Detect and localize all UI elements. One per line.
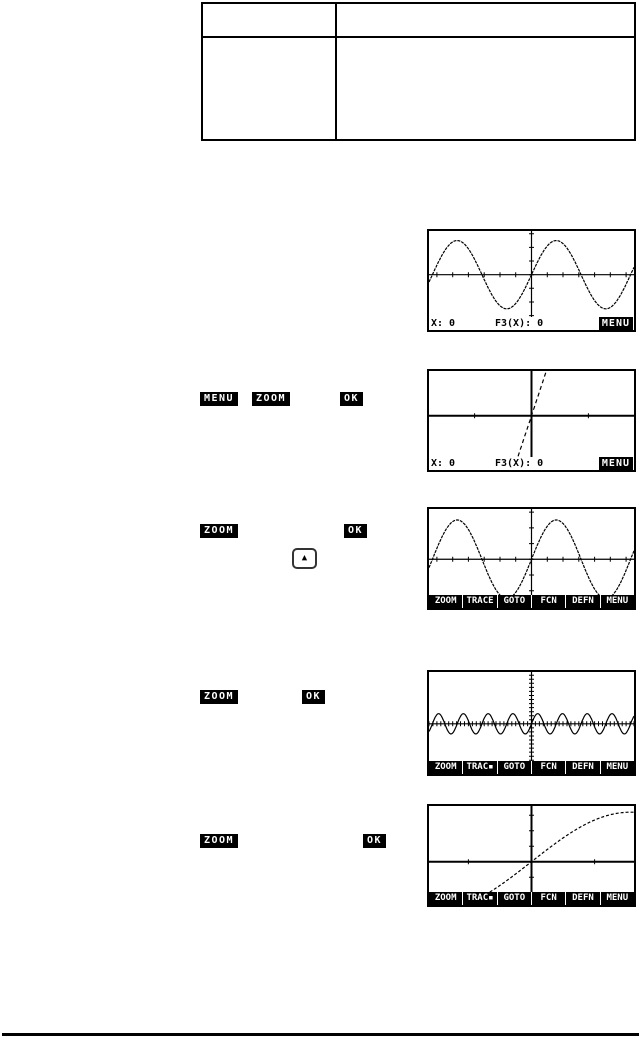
table-cell [337, 38, 634, 139]
sine-plot [429, 231, 634, 317]
trace-fx-value: F3(X): 0 [495, 318, 544, 329]
softkey-fcn[interactable]: FCN [532, 892, 565, 905]
softkey-defn[interactable]: DEFN [566, 892, 599, 905]
key-zoom[interactable]: ZOOM [200, 524, 238, 538]
softkey-fcn[interactable]: FCN [532, 761, 565, 774]
softkey-zoom[interactable]: ZOOM [429, 761, 462, 774]
softkey-trace[interactable]: TRACE [463, 595, 496, 608]
trace-status-bar [429, 457, 634, 470]
calc-screen-sine-menu [427, 507, 636, 610]
softkey-menu-bar [429, 595, 634, 608]
key-ok[interactable]: OK [302, 690, 325, 704]
calc-screen-zoom-out [427, 670, 636, 776]
softkey-goto[interactable]: GOTO [498, 892, 531, 905]
softkey-menu[interactable]: MENU [601, 761, 634, 774]
key-menu[interactable]: MENU [200, 392, 238, 406]
up-arrow-icon: ▲ [301, 553, 308, 563]
trace-status-bar [429, 317, 634, 330]
softkey-goto[interactable]: GOTO [498, 761, 531, 774]
softkey-zoom[interactable]: ZOOM [429, 892, 462, 905]
key-ok[interactable]: OK [363, 834, 386, 848]
softkey-menu[interactable]: MENU [601, 892, 634, 905]
menu-softkey[interactable]: MENU [599, 317, 633, 330]
up-arrow-key[interactable] [292, 548, 317, 569]
softkey-menu-bar [429, 761, 634, 774]
table-cell [203, 38, 337, 139]
zoomed-plot [429, 371, 634, 457]
table-cell [203, 4, 337, 38]
softkey-defn[interactable]: DEFN [566, 595, 599, 608]
footer-rule [2, 1033, 639, 1036]
calc-screen-zoom-in [427, 369, 636, 472]
menu-softkey[interactable]: MENU [599, 457, 633, 470]
reference-table [201, 2, 636, 141]
softkey-menu-bar [429, 892, 634, 905]
trace-fx-value: F3(X): 0 [495, 458, 544, 469]
calc-screen-sine-default [427, 229, 636, 332]
key-zoom[interactable]: ZOOM [200, 690, 238, 704]
key-zoom[interactable]: ZOOM [252, 392, 290, 406]
softkey-trace[interactable]: TRAC▪ [463, 761, 496, 774]
zoomed-out-plot [429, 672, 634, 774]
key-ok[interactable]: OK [340, 392, 363, 406]
softkey-menu[interactable]: MENU [601, 595, 634, 608]
calc-screen-s-curve [427, 804, 636, 907]
softkey-goto[interactable]: GOTO [498, 595, 531, 608]
table-cell [337, 4, 634, 38]
trace-x-value: X: 0 [431, 458, 456, 469]
softkey-defn[interactable]: DEFN [566, 761, 599, 774]
softkey-zoom[interactable]: ZOOM [429, 595, 462, 608]
softkey-trace[interactable]: TRAC▪ [463, 892, 496, 905]
trace-x-value: X: 0 [431, 318, 456, 329]
key-ok[interactable]: OK [344, 524, 367, 538]
key-zoom[interactable]: ZOOM [200, 834, 238, 848]
s-curve-plot [429, 806, 634, 905]
softkey-fcn[interactable]: FCN [532, 595, 565, 608]
sine-plot [429, 509, 634, 608]
